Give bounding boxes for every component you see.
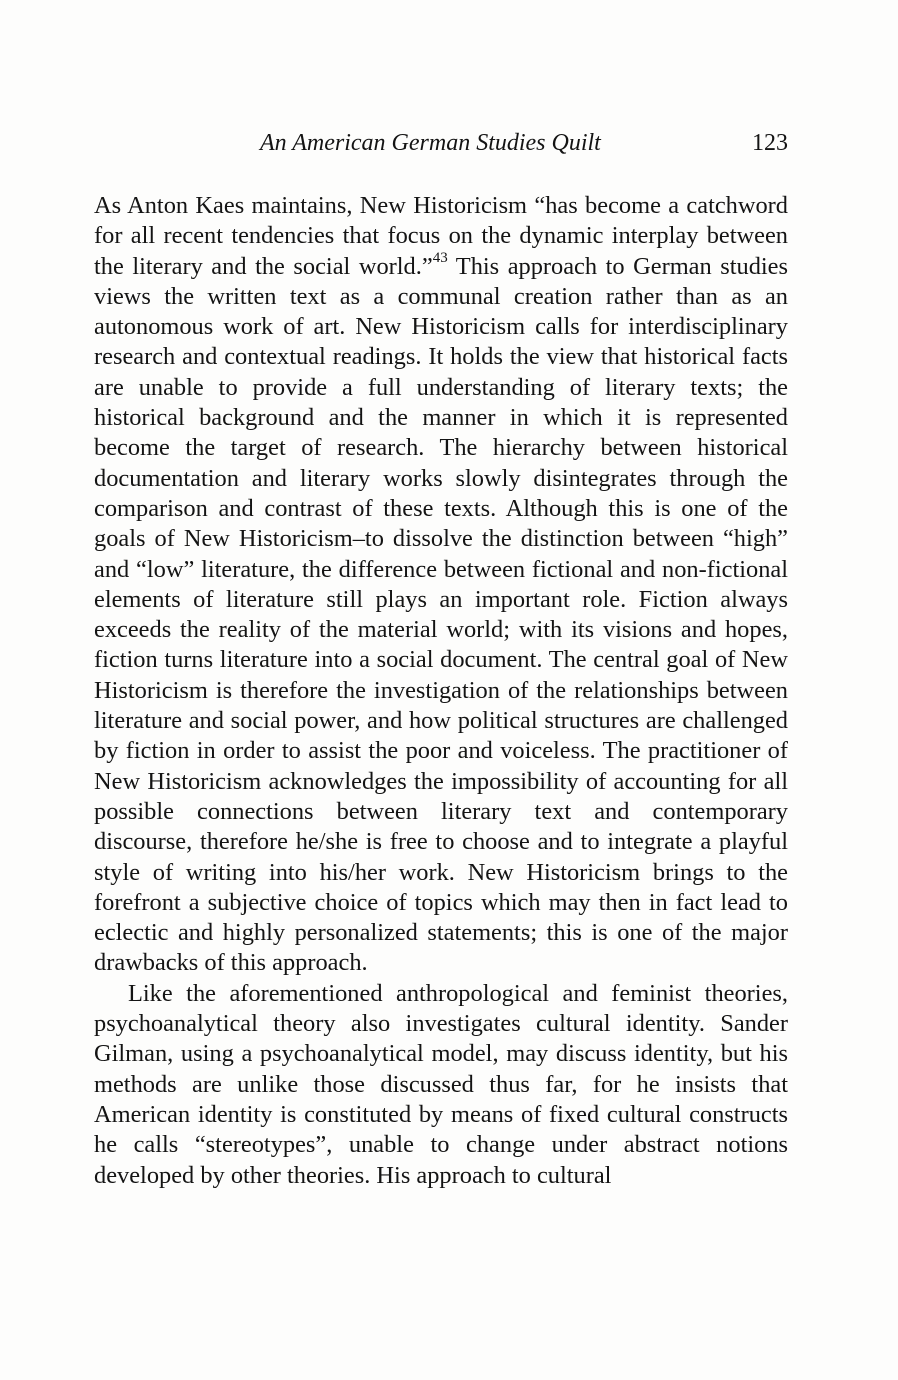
body-text: [94, 191, 788, 1191]
page-number: 123: [752, 130, 788, 156]
paragraph-1: [94, 191, 788, 979]
paragraph-1-continuation: This approach to German studies views the written text as a communal creation rather than as an autonomous work of art. New Historicism calls for interdisciplinary research and contextual readings. It holds the view that historical facts are unable to provide a full understanding of literary texts; the historical background and the manner in which it is represented become the target of research. The hierarchy between historical documentation and literary works slowly disintegrates through the comparison and contrast of these texts. Although this is one of the goals of New Historicism–to dissolve the distinction between “high” and “low” literature, the difference between fictional and non-fictional elements of literature still plays an important role. Fiction always exceeds the reality of the material world; with its visions and hopes, fiction turns literature into a social document. The central goal of New Historicism is therefore the investigation of the relationships between literature and social power, and how political structures are challenged by fiction in order to assist the poor and voiceless. The practitioner of New Historicism acknowledges the impossibility of accounting for all possible connections between literary text and contemporary discourse, therefore he/she is free to choose and to integrate a playful style of writing into his/her work. New Historicism brings to the forefront a subjective choice of topics which may then in fact lead to eclectic and highly personalized statements; this is one of the major drawbacks of this approach.: [94, 252, 788, 977]
running-head: [94, 130, 788, 164]
footnote-reference: 43: [432, 250, 448, 267]
running-title: An American German Studies Quilt: [260, 130, 601, 156]
paragraph-2: Like the aforementioned anthropological and feminist theories, psychoanalytical theory also investigates cultural identity. Sander Gilman, using a psychoanalytical model, may discuss identity, but his methods are unlike those discussed thus far, for he insists that American identity is constituted by means of fixed cultural constructs he calls “stereotypes”, unable to change under abstract notions developed by other theories. His approach to cultural: [94, 979, 788, 1189]
paragraph-1-opening: As Anton Kaes maintains, New Historicism “has become a catchword for all recent tendencies that focus on the dynamic interplay between the literary and the social world.”: [94, 192, 788, 280]
